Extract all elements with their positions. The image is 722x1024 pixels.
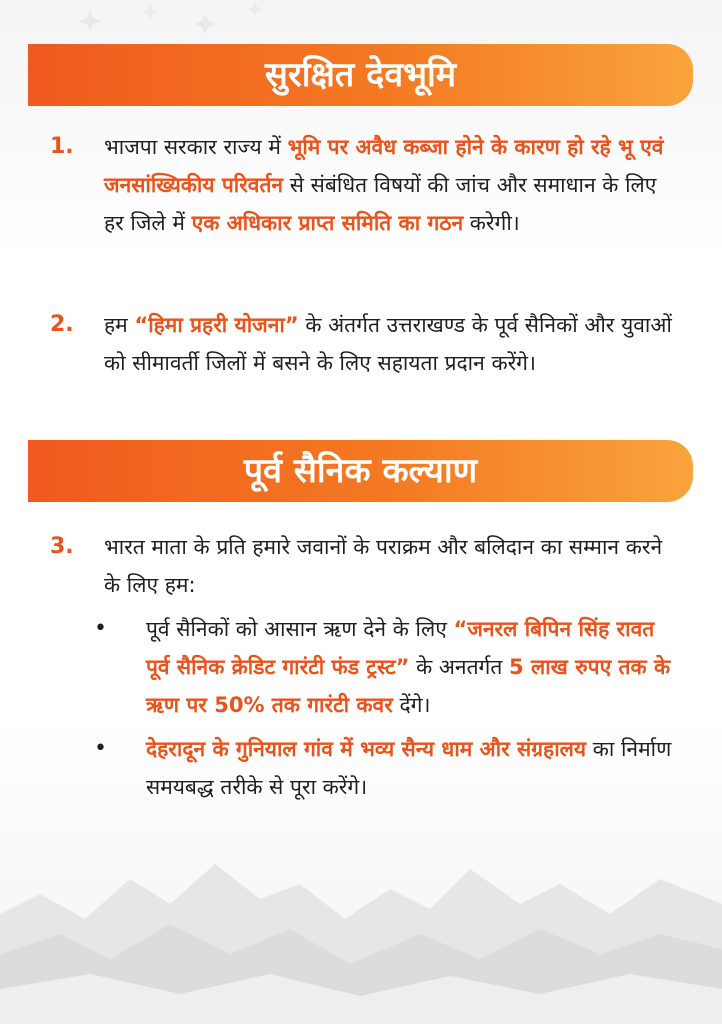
item-text: भाजपा सरकार राज्य में भूमि पर अवैध कब्जा होने के कारण हो रहे भू एवं जनसांख्यिकीय परिवर्तन से संबंधित विषयों की जांच और समाधान के लिए हर जिले में एक अधिकार प्राप्त समिति का गठन करेगी। — [104, 135, 664, 235]
bullet-marker: • — [94, 736, 107, 761]
highlight-text: देहरादून के गुनियाल गांव में भव्य सैन्य धाम और संग्रहालय — [146, 737, 587, 761]
item-text: हम “हिमा प्रहरी योजना” के अंतर्गत उत्तराखण्ड के पूर्व सैनिकों और युवाओं को सीमावर्ती जिलों में बसने के लिए सहायता प्रदान करेंगे। — [104, 313, 672, 375]
highlight-text: “हिमा प्रहरी योजना” — [134, 313, 299, 337]
section-banner-surakshit-devbhoomi: सुरक्षित देवभूमि — [28, 44, 693, 106]
mountain-background — [0, 824, 722, 1024]
item-number: 2. — [50, 312, 74, 337]
bullet-text: पूर्व सैनिकों को आसान ऋण देने के लिए “जनरल बिपिन सिंह रावत पूर्व सैनिक क्रेडिट गारंटी फंड ट्रस्ट” के अनतर्गत 5 लाख रुपए तक के ऋण पर 50% तक गारंटी कवर देंगे। — [146, 617, 671, 717]
highlight-text: एक अधिकार प्राप्त समिति का गठन — [191, 211, 464, 235]
item-number: 3. — [50, 534, 74, 559]
section-banner-purv-sainik-kalyan: पूर्व सैनिक कल्याण — [28, 440, 693, 502]
bullet-text: देहरादून के गुनियाल गांव में भव्य सैन्य धाम और संग्रहालय का निर्माण समयबद्ध तरीके से पूरा करेंगे। — [146, 737, 672, 799]
list-item-1 — [38, 128, 680, 242]
list-item-3 — [38, 528, 680, 806]
bullet-item — [38, 730, 680, 806]
bullet-item — [38, 610, 680, 724]
bullet-marker: • — [94, 616, 107, 641]
item-number: 1. — [50, 134, 74, 159]
list-item-2 — [38, 306, 680, 382]
highlight-text: 5 लाख रुपए तक के ऋण पर 50% तक गारंटी कवर — [146, 655, 671, 717]
highlight-text: “जनरल बिपिन सिंह रावत पूर्व सैनिक क्रेडिट गारंटी फंड ट्रस्ट” — [146, 617, 655, 679]
item-text: भारत माता के प्रति हमारे जवानों के पराक्रम और बलिदान का सम्मान करने के लिए हम: — [104, 535, 663, 597]
highlight-text: भूमि पर अवैध कब्जा होने के कारण हो रहे भू एवं जनसांख्यिकीय परिवर्तन — [104, 135, 664, 197]
